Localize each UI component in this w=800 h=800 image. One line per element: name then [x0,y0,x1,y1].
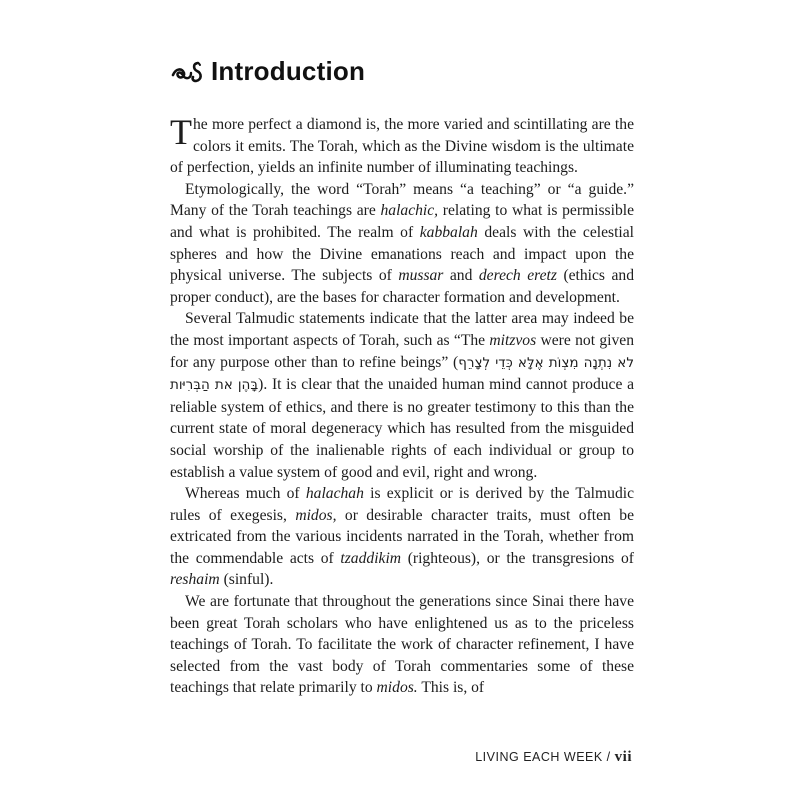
text-run: relating to what is permissible and what is prohibited. The realm of [170,202,634,241]
paragraph [170,179,634,309]
italic-term: derech eretz [478,267,557,285]
text-run: Whereas much of [185,485,306,503]
italic-term: halachah [305,485,364,503]
hebrew-quote: לא נִתְנָה מִצְוֹת אֶלָּא כְּדֵי לְצָרֵף בָּהֶן את הַבְּרִיּות [170,354,634,394]
paragraph [170,114,634,179]
text-run: Etymologically, the word “Torah” means “a teaching” or “a guide.” Many of the Torah teachings are [170,180,634,220]
text-run: deals with the celestial spheres and how the Divine emanations reach and impact upon the physical universe. The subjects of [170,223,634,285]
paragraph [170,591,634,699]
paragraph-text: he more perfect a diamond is, the more varied and scintillating are the colors it emits. The Torah, which as the Divine wisdom is the ultimate of perfection, yields an infinite number of illuminating teachings. [170,116,634,177]
text-run: is explicit or is derived by the Talmudic rules of exegesis, [170,485,634,524]
italic-term: midos, [295,506,337,524]
italic-term: midos. [376,679,418,697]
text-run: (righteous), or the transgresions of [401,549,634,567]
text-run: (sinful). [219,571,274,589]
drop-cap: T [170,112,192,152]
paragraph [170,308,634,483]
page-title: Introduction [211,56,366,86]
ornament-icon [171,58,205,86]
text-run: ). It is clear that the unaided human mind cannot produce a reliable system of ethics, and there is no greater testimony to this than the current state of moral degeneracy which has resulted from the misguided social worship of the inalienable rights of each individual or group to establish a value system of good and evil, right and wrong. [170,376,634,481]
text-run: and [443,267,479,285]
italic-term: kabbalah [419,223,478,241]
text-run: This is, of [417,679,485,697]
text-run: We are fortunate that throughout the generations since Sinai there have been great Torah scholars who have enlightened us as to the priceless teachings of Torah. To facilitate the work of character refinement, I have selected from the vast body of Torah commentaries some of these teachings that relate primarily to [170,593,634,697]
italic-term: mussar [398,267,444,285]
text-run: (ethics and proper conduct), are the bases for character formation and development. [170,267,635,306]
running-title: LIVING EACH WEEK / [475,750,611,764]
italic-term: halachic, [380,202,439,220]
chapter-heading [171,56,365,87]
body-text [170,114,634,699]
page-number: vii [614,749,632,765]
running-footer [475,749,632,766]
italic-term: reshaim [170,571,220,589]
text-run: Several Talmudic statements indicate that the latter area may indeed be the most important aspects of Torah, such as “The [170,310,634,349]
italic-term: mitzvos [489,331,537,349]
paragraph [170,483,634,591]
text-run: were not given for any purpose other than to refine beings” ( [170,331,634,371]
italic-term: tzaddikim [340,549,402,567]
text-run: or desirable character traits, must often be extricated from the various incidents narrated in the Torah, whether from the commendable acts of [170,506,634,567]
